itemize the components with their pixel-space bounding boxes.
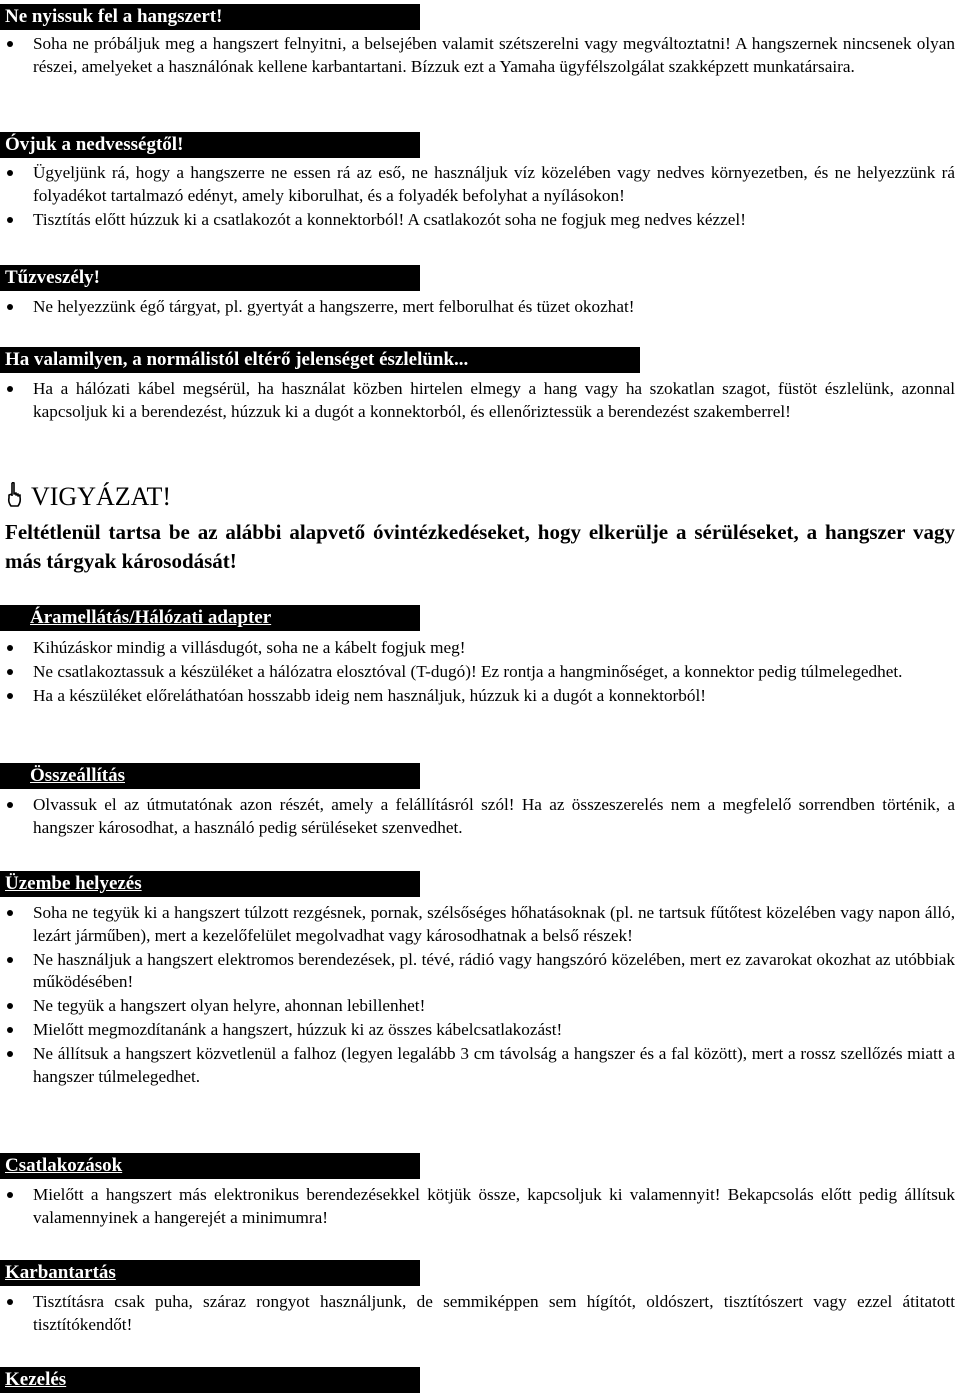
- list-item: Mielőtt megmozdítanánk a hangszert, húzzuk ki az összes kábelcsatlakozást!: [0, 1019, 955, 1042]
- list-item: Soha ne próbáljuk meg a hangszert felnyitni, a belsejében valamit szétszerelni vagy megváltoztatni! A hangszernek nincsenek olyan részei, amelyeket a használónak kellene karbantartani. Bízzuk ezt a Yamaha ügyfélszolgálat szakképzett munkatársaira.: [0, 33, 955, 78]
- section-heading-assembly-text: Összeállítás: [30, 765, 125, 786]
- list-item: Olvassuk el az útmutatónak azon részét, amely a felállításról szól! Ha az összeszerelés nem a megfelelő sorrendben történik, a hangszer károsodhat, a használó pedig sérüléseket szenvedhet.: [0, 794, 955, 839]
- section-heading-connections: [0, 1153, 420, 1179]
- section-heading-handling-text: Kezelés: [5, 1369, 67, 1390]
- list-item: Ha a készüléket előreláthatóan hosszabb ideig nem használjuk, húzzuk ki a dugót a konnektorból!: [0, 685, 955, 708]
- section-heading-moisture: Óvjuk a nedvességtől!: [0, 132, 420, 158]
- section-heading-setup: [0, 871, 420, 897]
- warning-intro: Feltétlenül tartsa be az alábbi alapvető óvintézkedéseket, hogy elkerülje a sérüléseket, a hangszer vagy más tárgyak károsodását!: [5, 520, 955, 573]
- warning-title-text: VIGYÁZAT!: [31, 482, 172, 511]
- section-list-maintenance: [0, 1291, 955, 1338]
- section-list-fire: [0, 296, 955, 320]
- section-list-power: [0, 637, 955, 709]
- list-item: Ne állítsuk a hangszert közvetlenül a falhoz (legyen legalább 3 cm távolság a hangszer és a fal között), mert a rossz szellőzés miatt a hangszer túlmelegedhet.: [0, 1043, 955, 1088]
- section-list-abnormal: [0, 378, 955, 425]
- section-heading-power-text: Áramellátás/Hálózati adapter: [30, 607, 272, 628]
- list-item: Kihúzáskor mindig a villásdugót, soha ne a kábelt fogjuk meg!: [0, 637, 955, 660]
- list-item: Ne használjuk a hangszert elektromos berendezések, pl. tévé, rádió vagy hangszóró közelében, mert ez zavarokat okozhat az utóbbiak működésében!: [0, 949, 955, 994]
- section-heading-connections-text: Csatlakozások: [5, 1155, 123, 1176]
- list-item: Ne csatlakoztassuk a készüléket a hálózatra elosztóval (T-dugó)! Ez rontja a hangminőséget, a konnektor pedig túlmelegedhet.: [0, 661, 955, 684]
- list-item: Ha a hálózati kábel megsérül, ha használat közben hirtelen elmegy a hang vagy ha szokatlan szagot, füstöt észlelünk, azonnal kapcsoljuk ki a berendezést, húzzuk ki a dugót a konnektorból, és ellenőriztessük a berendezést szakemberrel!: [0, 378, 955, 423]
- list-item: Tisztítás előtt húzzuk ki a csatlakozót a konnektorból! A csatlakozót soha ne fogjuk meg nedves kézzel!: [0, 209, 955, 232]
- list-item: Mielőtt a hangszert más elektronikus berendezésekkel kötjük össze, kapcsoljuk ki valamennyit! Bekapcsolás előtt pedig állítsuk valamennyinek a hangerejét a minimumra!: [0, 1184, 955, 1229]
- list-item: Tisztításra csak puha, száraz rongyot használjunk, de semmiképpen sem hígítót, oldószert, tisztítószert vagy ezzel átitatott tisztítókendőt!: [0, 1291, 955, 1336]
- section-heading-maintenance-text: Karbantartás: [5, 1262, 116, 1283]
- section-heading-handling: [0, 1367, 420, 1393]
- section-heading-power: [0, 605, 420, 631]
- section-list-assembly: [0, 794, 955, 841]
- section-heading-maintenance: [0, 1260, 420, 1286]
- list-item: Soha ne tegyük ki a hangszert túlzott rezgésnek, pornak, szélsőséges hőhatásoknak (pl. ne tartsuk fűtőtest közelében vagy napon álló, lezárt járműben), mert a kezelőfelület megolvadhat vagy károsodhatnak a belső részek!: [0, 902, 955, 947]
- section-list-setup: [0, 902, 955, 1090]
- section-list-connections: [0, 1184, 955, 1231]
- section-heading-do-not-open: Ne nyissuk fel a hangszert!: [0, 4, 420, 30]
- section-list-do-not-open: [0, 33, 955, 80]
- section-heading-assembly: [0, 763, 420, 789]
- section-heading-fire: Tűzveszély!: [0, 265, 420, 291]
- section-list-moisture: [0, 162, 955, 233]
- pointing-hand-icon: [5, 482, 27, 508]
- warning-title: [5, 482, 171, 512]
- list-item: Ne helyezzünk égő tárgyat, pl. gyertyát a hangszerre, mert felborulhat és tüzet okozhat!: [0, 296, 955, 319]
- list-item: Ne tegyük a hangszert olyan helyre, ahonnan lebillenhet!: [0, 995, 955, 1018]
- section-heading-setup-text: Üzembe helyezés: [5, 873, 142, 894]
- list-item: Ügyeljünk rá, hogy a hangszerre ne essen rá az eső, ne használjuk víz közelében vagy nedves környezetben, és ne helyezzünk rá folyadékot tartalmazó edényt, amely kiborulhat, és a folyadék befolyhat a nyílásokon!: [0, 162, 955, 207]
- section-heading-abnormal: Ha valamilyen, a normálistól eltérő jelenséget észlelünk...: [0, 347, 640, 373]
